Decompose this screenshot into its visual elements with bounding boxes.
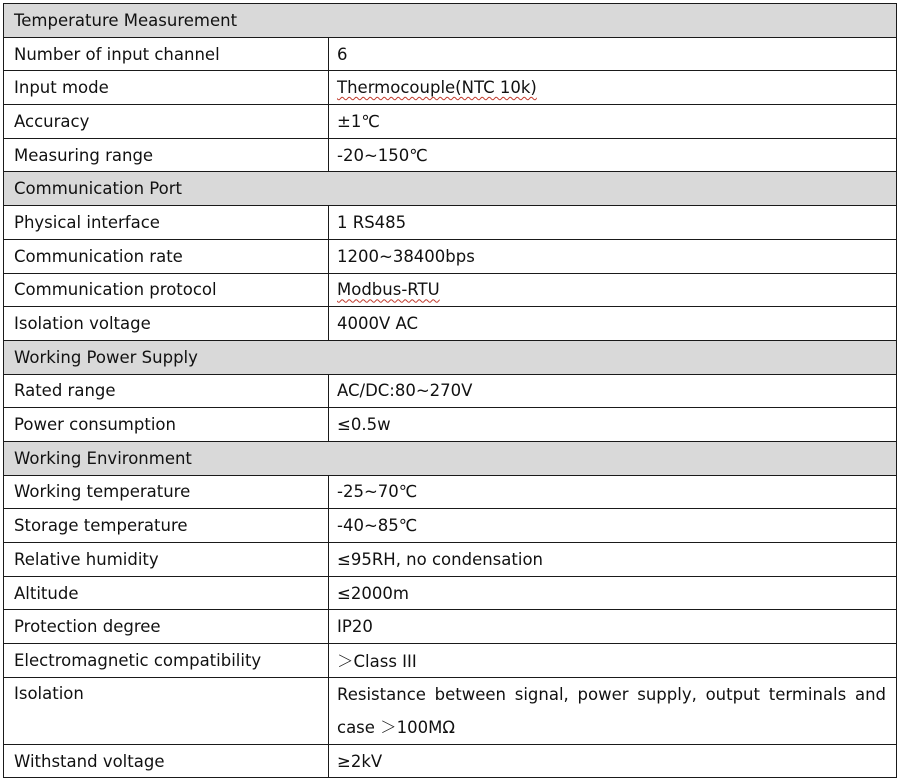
section-title: Communication Port	[4, 172, 897, 206]
spec-label: Communication protocol	[4, 273, 329, 307]
table-row	[4, 206, 897, 240]
spec-label: Working temperature	[4, 475, 329, 509]
spec-value: -25~70℃	[329, 475, 897, 509]
spec-value	[329, 273, 897, 307]
spec-value: AC/DC:80~270V	[329, 374, 897, 408]
spec-value: IP20	[329, 610, 897, 644]
section-title: Working Environment	[4, 441, 897, 475]
section-header-row	[4, 4, 897, 38]
spec-label: Power consumption	[4, 408, 329, 442]
table-row	[4, 273, 897, 307]
spec-value-text: Thermocouple(NTC 10k)	[337, 78, 537, 98]
table-row	[4, 744, 897, 778]
table-row	[4, 307, 897, 341]
spec-value: ≥2kV	[329, 744, 897, 778]
table-row	[4, 644, 897, 678]
spec-value	[329, 71, 897, 105]
table-row	[4, 239, 897, 273]
table-row	[4, 610, 897, 644]
spec-label: Number of input channel	[4, 37, 329, 71]
spec-label: Protection degree	[4, 610, 329, 644]
table-row	[4, 138, 897, 172]
spec-label: Rated range	[4, 374, 329, 408]
spec-value: 1 RS485	[329, 206, 897, 240]
table-row	[4, 576, 897, 610]
spec-value: -40~85℃	[329, 509, 897, 543]
spec-value-text: Modbus-RTU	[337, 280, 440, 300]
spec-label: Communication rate	[4, 239, 329, 273]
spec-label: Relative humidity	[4, 543, 329, 577]
section-title: Working Power Supply	[4, 340, 897, 374]
spec-value: ≤2000m	[329, 576, 897, 610]
spec-label: Measuring range	[4, 138, 329, 172]
specification-table	[3, 3, 897, 778]
table-row	[4, 37, 897, 71]
spec-value: ＞Class III	[329, 644, 897, 678]
table-row	[4, 408, 897, 442]
table-row	[4, 71, 897, 105]
spec-label: Isolation voltage	[4, 307, 329, 341]
section-header-row	[4, 340, 897, 374]
section-header-row	[4, 172, 897, 206]
spec-label: Withstand voltage	[4, 744, 329, 778]
spec-value: -20~150℃	[329, 138, 897, 172]
spec-label: Storage temperature	[4, 509, 329, 543]
spec-value: ±1℃	[329, 105, 897, 139]
spec-value: 6	[329, 37, 897, 71]
spec-value: ≤95RH, no condensation	[329, 543, 897, 577]
spec-label: Accuracy	[4, 105, 329, 139]
spec-label: Electromagnetic compatibility	[4, 644, 329, 678]
table-row	[4, 677, 897, 744]
spec-value: ≤0.5w	[329, 408, 897, 442]
spec-label: Input mode	[4, 71, 329, 105]
table-row	[4, 105, 897, 139]
spec-value: Resistance between signal, power supply, output terminals and case ＞100MΩ	[329, 677, 897, 744]
table-row	[4, 543, 897, 577]
spec-value: 4000V AC	[329, 307, 897, 341]
spec-label: Physical interface	[4, 206, 329, 240]
spec-label: Altitude	[4, 576, 329, 610]
spec-value: 1200~38400bps	[329, 239, 897, 273]
table-row	[4, 475, 897, 509]
section-header-row	[4, 441, 897, 475]
spec-label: Isolation	[4, 677, 329, 744]
section-title: Temperature Measurement	[4, 4, 897, 38]
table-row	[4, 374, 897, 408]
table-row	[4, 509, 897, 543]
